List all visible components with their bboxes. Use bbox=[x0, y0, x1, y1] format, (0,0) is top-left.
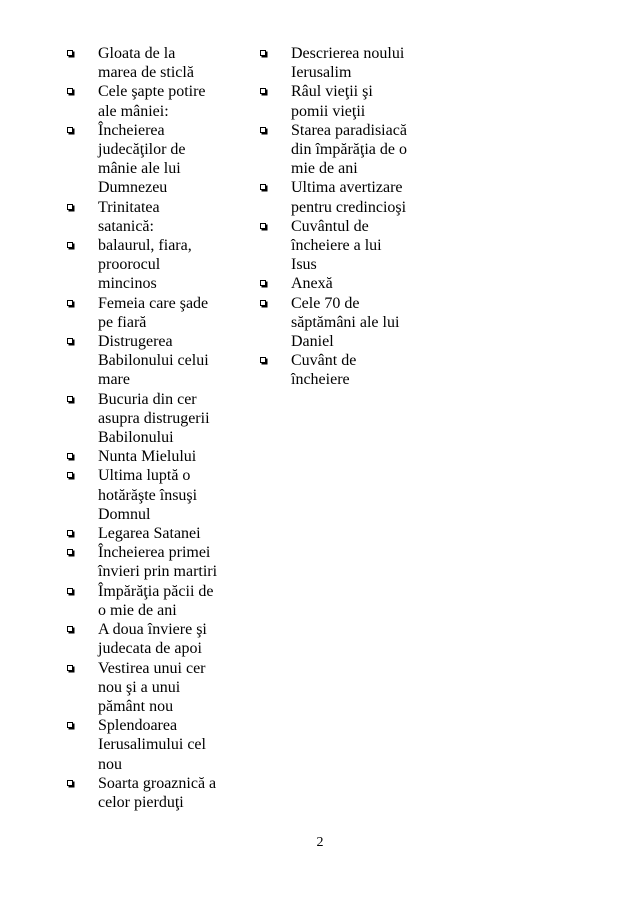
list-item bbox=[66, 582, 241, 620]
list-item bbox=[66, 716, 241, 774]
list-item-text: Cuvânt de încheiere bbox=[291, 352, 357, 389]
list-item bbox=[66, 620, 241, 658]
list-item-text: Ultima luptă o hotărăşte însuşi Domnul bbox=[98, 467, 198, 523]
list-item bbox=[66, 332, 241, 390]
list-item bbox=[259, 351, 429, 389]
list-item bbox=[259, 82, 429, 120]
list-item bbox=[66, 44, 241, 82]
list-item-text: Cele şapte potire ale mâniei: bbox=[98, 83, 206, 120]
hollow-square-bullet-icon bbox=[67, 472, 73, 478]
list-item-text: Bucuria din cer asupra distrugerii Babilonului bbox=[98, 390, 210, 447]
list-item-text: Descrierea noului Ierusalim bbox=[291, 45, 405, 82]
list-item bbox=[259, 274, 429, 293]
hollow-square-bullet-icon bbox=[67, 530, 73, 536]
list-item-text: Splendoarea Ierusalimului cel nou bbox=[98, 717, 206, 773]
list-item bbox=[259, 178, 429, 216]
list-item bbox=[66, 390, 241, 448]
list-item-text: Nunta Mielului bbox=[98, 448, 197, 466]
list-item-text: Starea paradisiacă din împărăţia de o mie de ani bbox=[291, 121, 407, 178]
list-item-text: Încheierea primei învieri prin martiri bbox=[98, 544, 218, 581]
list-item bbox=[66, 524, 241, 543]
list-item-text: Soarta groaznică a celor pierduţi bbox=[98, 774, 217, 811]
toc-right-column bbox=[259, 44, 429, 390]
page-number: 2 bbox=[316, 835, 324, 850]
hollow-square-bullet-icon bbox=[260, 127, 266, 133]
list-item-text: Distrugerea Babilonului celui mare bbox=[98, 333, 209, 389]
list-item-text: Legarea Satanei bbox=[98, 525, 201, 543]
hollow-square-bullet-icon bbox=[67, 453, 73, 459]
list-item-text: Cuvântul de încheiere a lui Isus bbox=[291, 217, 382, 274]
list-item-text: Râul vieţii şi pomii vieţii bbox=[291, 83, 373, 120]
list-item-text: balaurul, fiara, proorocul mincinos bbox=[98, 237, 192, 293]
list-item-text: A doua înviere şi judecata de apoi bbox=[98, 621, 207, 658]
list-item-text: Ultima avertizare pentru credincioşi bbox=[291, 179, 407, 216]
hollow-square-bullet-icon bbox=[260, 280, 266, 286]
hollow-square-bullet-icon bbox=[67, 780, 73, 786]
list-item-text: Vestirea unui cer nou şi a unui pământ nou bbox=[98, 659, 206, 715]
list-item bbox=[259, 217, 429, 275]
list-item bbox=[259, 121, 429, 179]
list-item bbox=[259, 44, 429, 82]
list-item-text: Gloata de la marea de sticlă bbox=[98, 45, 194, 82]
list-item-text: Împărăţia păcii de o mie de ani bbox=[98, 582, 214, 619]
list-item bbox=[66, 466, 241, 524]
hollow-square-bullet-icon bbox=[67, 242, 73, 248]
list-item-text: Femeia care şade pe fiară bbox=[98, 294, 209, 331]
list-item-text: Anexă bbox=[291, 275, 333, 293]
hollow-square-bullet-icon bbox=[260, 50, 266, 56]
list-item-text: Cele 70 de săptămâni ale lui Daniel bbox=[291, 294, 400, 351]
list-item bbox=[66, 543, 241, 581]
hollow-square-bullet-icon bbox=[67, 127, 73, 133]
hollow-square-bullet-icon bbox=[67, 204, 73, 210]
list-item-text: Încheierea judecăţilor de mânie ale lui Dumnezeu bbox=[98, 121, 186, 197]
list-item bbox=[66, 774, 241, 812]
hollow-square-bullet-icon bbox=[260, 223, 266, 229]
hollow-square-bullet-icon bbox=[260, 88, 266, 94]
hollow-square-bullet-icon bbox=[260, 184, 266, 190]
list-item bbox=[259, 294, 429, 352]
hollow-square-bullet-icon bbox=[67, 300, 73, 306]
hollow-square-bullet-icon bbox=[67, 88, 73, 94]
hollow-square-bullet-icon bbox=[67, 626, 73, 632]
list-item bbox=[66, 82, 241, 120]
list-item bbox=[66, 236, 241, 294]
hollow-square-bullet-icon bbox=[67, 396, 73, 402]
list-item bbox=[66, 659, 241, 717]
hollow-square-bullet-icon bbox=[67, 338, 73, 344]
hollow-square-bullet-icon bbox=[67, 549, 73, 555]
list-item-text: Trinitatea satanică: bbox=[98, 198, 160, 235]
list-item bbox=[66, 447, 241, 466]
hollow-square-bullet-icon bbox=[260, 300, 266, 306]
hollow-square-bullet-icon bbox=[67, 588, 73, 594]
list-item bbox=[66, 198, 241, 236]
list-item bbox=[66, 294, 241, 332]
toc-left-column bbox=[66, 44, 241, 812]
hollow-square-bullet-icon bbox=[67, 665, 73, 671]
hollow-square-bullet-icon bbox=[67, 722, 73, 728]
list-item bbox=[66, 121, 241, 198]
hollow-square-bullet-icon bbox=[260, 357, 266, 363]
hollow-square-bullet-icon bbox=[67, 50, 73, 56]
